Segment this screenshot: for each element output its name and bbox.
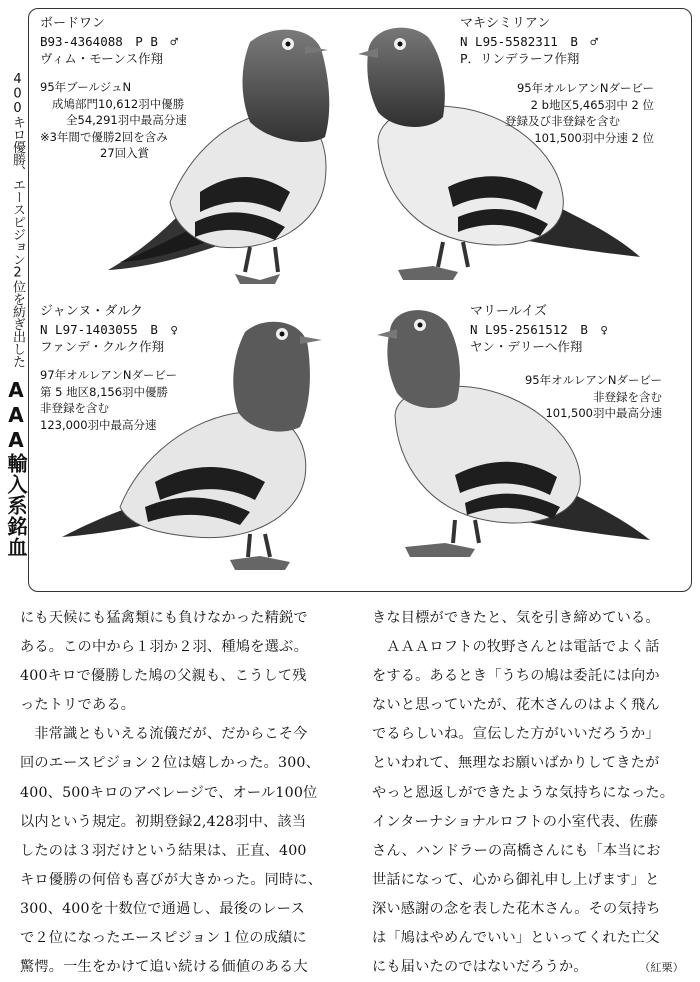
pigeon-record: 101,500羽中最高分速: [545, 406, 662, 420]
pigeon-code: N L95-5582311 B ♂: [460, 34, 598, 49]
pigeon-breeder: ヤン・デリーへ作翔: [470, 339, 583, 354]
pigeon-record: 第 5 地区8,156羽中優勝: [40, 384, 169, 399]
article-line: したのは３羽だけという結果は、正直、400: [20, 842, 307, 859]
article-line: 非常識ともいえる流儀だが、だからこそ今: [34, 726, 308, 743]
pigeon-record: 95年オルレアンNダービー: [524, 373, 662, 387]
article-line: インターナショナルロフトの小室代表、佐藤: [372, 813, 658, 830]
pigeon-record: 101,500羽中分速 2 位: [534, 130, 654, 145]
pigeon-code: B93-4364088 P B ♂: [40, 34, 178, 49]
article-line: ＡＡＡロフトの牧野さんとは電話でよく話: [386, 639, 660, 656]
pigeon-info-3: [40, 303, 178, 433]
pigeon-name: ボードワン: [40, 16, 106, 31]
article-line: にも天候にも猛禽類にも負けなかった精鋭で: [20, 610, 308, 626]
pigeon-records-4: [525, 372, 662, 422]
article-line: にも届いたのではないだろうか。: [372, 959, 588, 976]
article-line-last: [372, 953, 690, 982]
pigeon-record: 27回入賞: [100, 146, 150, 160]
article-line: 300、400を十数位で通過し、最後のレース: [20, 900, 305, 917]
article-line: 世話になって、心から御礼申し上げます」と: [372, 871, 660, 888]
pigeon-record: 非登録を含む: [593, 389, 662, 404]
pigeon-breeder: P．リンデラーフ作翔: [460, 51, 580, 66]
pigeon-record: 95年ブールジュN: [40, 80, 132, 94]
pigeon-record: 成鳩部門10,612羽中優勝: [52, 96, 185, 111]
pigeon-breeder: ヴィム・モーンス作翔: [40, 51, 164, 66]
feature-title: AAA輸入系銘血: [4, 378, 28, 558]
pigeon-record: 95年オルレアンNダービー: [516, 81, 654, 95]
pigeon-info-1: [40, 15, 187, 162]
article-line: 回のエースピジョン２位は嬉しかった。300、: [20, 755, 321, 772]
pigeon-code: N L97-1403055 B ♀: [40, 322, 178, 337]
pigeon-name: ジャンヌ・ダルク: [40, 304, 143, 319]
article-line: 以内という規定。初期登録2,428羽中、該当: [20, 813, 307, 830]
feature-subtitle: 400キロ優勝、エースピジョン2位を紡ぎ出した: [10, 72, 25, 368]
pigeon-record: 2 b地区5,465羽中 2 位: [530, 97, 654, 112]
pigeon-name: マキシミリアン: [460, 16, 551, 31]
article-column-right: [372, 604, 690, 982]
article-line: は「鳩はやめんでいい」といってくれた亡父: [372, 930, 660, 947]
pigeon-record: 登録及び非登録を含む: [505, 114, 620, 128]
article-line: キロ優勝の何倍も喜びが大きかった。同時に、: [20, 871, 323, 888]
pigeon-record: 非登録を含む: [40, 401, 109, 415]
article-line: ないと思っていたが、花木さんのはよく飛ん: [372, 697, 660, 714]
article-line: をする。あるとき「うちの鳩は委託には向か: [372, 668, 660, 685]
article-line: やっと恩返しができたような気持ちになった。: [372, 784, 675, 801]
article-line: ったトリである。: [20, 697, 136, 714]
pigeon-info-2: [460, 15, 598, 79]
article-line: さん、ハンドラーの高橋さんにも「本当にお: [372, 842, 661, 859]
article-line: 400キロで優勝した鳩の父親も、こうして残: [20, 668, 307, 685]
pigeon-record: 123,000羽中最高分速: [40, 417, 157, 432]
article-line: 深い感謝の念を表した花木さん。その気持ち: [372, 900, 661, 917]
pigeon-breeder: ファンデ・クルク作翔: [40, 339, 165, 354]
pigeon-record: ※3年間で優勝2回を含み: [40, 129, 168, 144]
article-line: でるらしいね。宣伝した方がいいだろうか」: [372, 726, 660, 743]
author-credit: （紅栗）: [639, 961, 684, 975]
article-line: といわれて、無理なお願いばかりしてきたが: [372, 755, 660, 772]
article-line: きな目標ができたと、気を引き締めている。: [372, 610, 660, 626]
pigeon-records-2: [505, 80, 654, 146]
article-line: で２位になったエースピジョン１位の成績に: [20, 930, 307, 947]
pigeon-info-4: [470, 303, 608, 367]
article-line: 驚愕。一生をかけて追い続ける価値のある大: [20, 959, 308, 976]
article-column-left: [20, 604, 338, 982]
pigeon-code: N L95-2561512 B ♀: [470, 322, 608, 337]
pigeon-record: 全54,291羽中最高分速: [66, 113, 187, 127]
pigeon-name: マリールイズ: [470, 304, 547, 319]
pigeon-record: 97年オルレアンNダービー: [40, 368, 178, 382]
article-line: 400、500キロのアベレージで、オール100位: [20, 784, 318, 801]
article-line: ある。この中から１羽か２羽、種鳩を選ぶ。: [20, 639, 309, 656]
